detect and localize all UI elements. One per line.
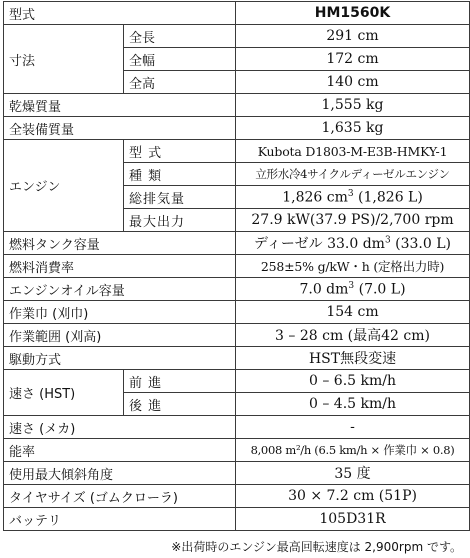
forward-label: 前 進 [124,370,236,393]
reverse-label: 後 進 [124,393,236,416]
fuel-tank-liters: (33.0 L) [390,236,451,252]
model-value: HM1560K [236,2,470,25]
displacement-cell [236,186,470,209]
output-label: 最大出力 [124,209,236,232]
length-label: 全長 [124,25,236,48]
row-engine-model [4,140,470,163]
fuel-tank-sup: 3 [384,235,391,246]
row-dry-weight [4,94,470,117]
reverse-value: 0 – 4.5 km/h [236,393,470,416]
engine-label: エンジン [4,140,124,232]
engine-oil-liters: (7.0 L) [354,281,406,298]
cutting-width-value: 154 cm [236,301,470,324]
length-value: 291 cm [236,25,470,48]
row-speed-forward [4,370,470,393]
height-label: 全高 [124,71,236,94]
efficiency-label: 能率 [4,439,236,462]
row-drive [4,347,470,370]
engine-type-label: 種 類 [124,163,236,186]
displacement-label: 総排気量 [124,186,236,209]
displacement-value: 1,826 cm [282,189,348,206]
engine-model-value: Kubota D1803-M-E3B-HMKY-1 [236,140,470,163]
dry-weight-value: 1,555 kg [236,94,470,117]
height-value: 140 cm [236,71,470,94]
speed-hst-label: 速さ (HST) [4,370,124,416]
row-cutting-width [4,301,470,324]
model-label: 型式 [4,2,236,25]
row-fuel-consumption [4,255,470,278]
width-value: 172 cm [236,48,470,71]
fuel-tank-cell [236,232,470,255]
spec-table [3,1,470,531]
drive-value: HST無段変速 [236,347,470,370]
tire-value: 30 × 7.2 cm (51P) [236,485,470,508]
footnote: ※出荷時のエンジン最高回転速度は 2,900rpm です。 [171,540,462,554]
operating-weight-value: 1,635 kg [236,117,470,140]
dimensions-label: 寸法 [4,25,124,94]
tire-label: タイヤサイズ (ゴムクローラ) [4,485,236,508]
engine-oil-value: 7.0 dm [299,281,349,298]
row-efficiency [4,439,470,462]
displacement-liters: (1,826 L) [353,189,423,206]
engine-oil-cell [236,278,470,301]
max-slope-value: 35 度 [236,462,470,485]
operating-weight-label: 全装備質量 [4,117,236,140]
battery-label: バッテリ [4,508,236,531]
engine-type-value: 立形水冷4サイクルディーゼルエンジン [236,163,470,186]
fuel-consumption-value: 258±5% g/kW・h (定格出力時) [236,255,470,278]
cutting-width-label: 作業巾 (刈巾) [4,301,236,324]
fuel-consumption-label: 燃料消費率 [4,255,236,278]
max-slope-label: 使用最大傾斜角度 [4,462,236,485]
row-length [4,25,470,48]
row-model [4,2,470,25]
speed-mech-label: 速さ (メカ) [4,416,236,439]
row-battery [4,508,470,531]
battery-value: 105D31R [236,508,470,531]
engine-oil-label: エンジンオイル容量 [4,278,236,301]
engine-model-label: 型 式 [124,140,236,163]
displacement-sup: 3 [347,188,354,199]
forward-value: 0 – 6.5 km/h [236,370,470,393]
fuel-tank-value: ディーゼル 33.0 dm [254,236,385,252]
dry-weight-label: 乾燥質量 [4,94,236,117]
cutting-range-label: 作業範囲 (刈高) [4,324,236,347]
drive-label: 駆動方式 [4,347,236,370]
row-fuel-tank [4,232,470,255]
efficiency-value: 8,008 m²/h (6.5 km/h × 作業巾 × 0.8) [236,439,470,462]
fuel-tank-label: 燃料タンク容量 [4,232,236,255]
engine-oil-sup: 3 [348,280,355,291]
row-operating-weight [4,117,470,140]
row-tire [4,485,470,508]
row-max-slope [4,462,470,485]
cutting-range-value: 3 – 28 cm (最高42 cm) [236,324,470,347]
row-engine-oil [4,278,470,301]
speed-mech-value: - [236,416,470,439]
row-cutting-range [4,324,470,347]
row-speed-mech [4,416,470,439]
output-value: 27.9 kW(37.9 PS)/2,700 rpm [236,209,470,232]
width-label: 全幅 [124,48,236,71]
